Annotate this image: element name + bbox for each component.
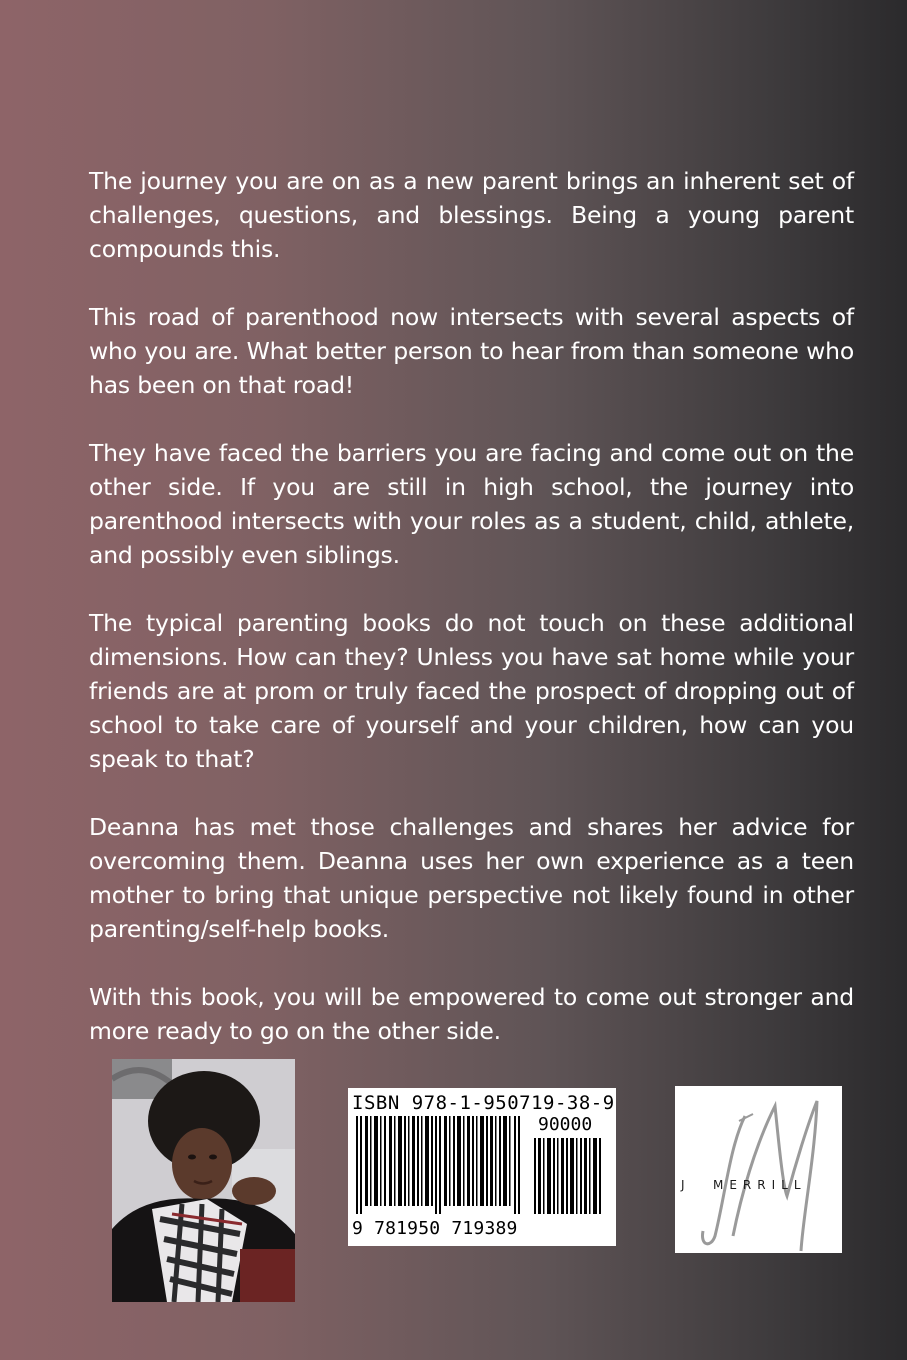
ean-barcode-bars [356, 1116, 522, 1214]
blurb-paragraph-1: The journey you are on as a new parent brings an inherent set of challenges, questions, and blessings. Being a young parent compounds this. [89, 167, 854, 263]
publisher-logo [675, 1086, 842, 1253]
blurb-paragraph-3: They have faced the barriers you are facing and come out on the other side. If you are still in high school, the journey into parenthood intersects with your roles as a student, child, athlete, and possibly even siblings. [89, 439, 854, 569]
back-cover-blurb [89, 164, 854, 1082]
blurb-paragraph-5: Deanna has met those challenges and shares her advice for overcoming them. Deanna uses her own experience as a teen mother to bring that unique perspective not likely found in other parenting/self-help books. [89, 813, 854, 943]
blurb-paragraph-4: The typical parenting books do not touch on these additional dimensions. How can they? Unless you have sat home while your friends are at prom or truly faced the prospect of dropping out of school to take care of yourself and your children, how can you speak to that? [89, 609, 854, 773]
author-photo-illustration [112, 1059, 295, 1302]
ean-digits: 9 781950 719389 [352, 1218, 518, 1239]
author-photo [112, 1059, 295, 1302]
isbn-label: ISBN 978-1-950719-38-9 [352, 1092, 615, 1114]
logo-initial: J [681, 1178, 685, 1192]
jm-monogram-icon [675, 1086, 842, 1253]
logo-wordmark: MERRILL [713, 1178, 807, 1192]
isbn-barcode [348, 1088, 616, 1246]
blurb-paragraph-2: This road of parenthood now intersects with several aspects of who you are. What better person to hear from than someone who has been on that road! [89, 303, 854, 399]
blurb-paragraph-6: With this book, you will be empowered to come out stronger and more ready to go on the other side. [89, 983, 854, 1045]
barcode-price-code: 90000 [538, 1114, 593, 1135]
price-barcode-bars [534, 1138, 604, 1214]
